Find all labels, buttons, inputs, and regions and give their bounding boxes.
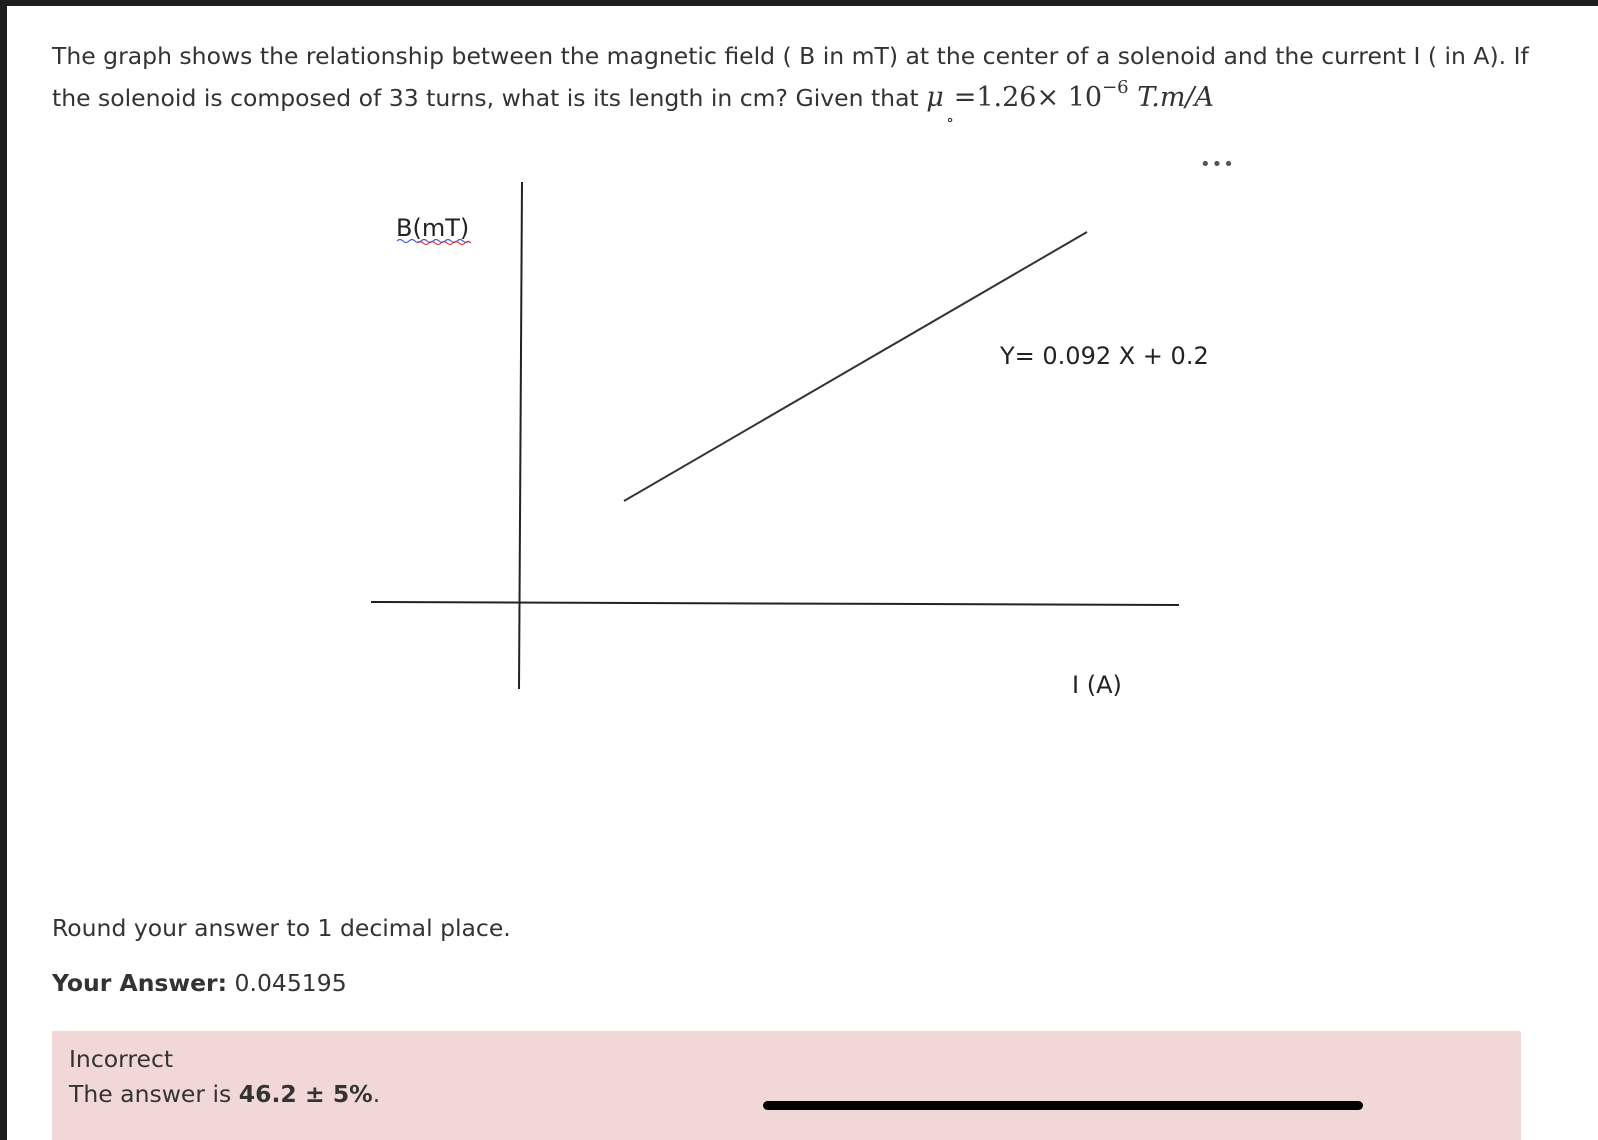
feedback-box [52, 1031, 1521, 1140]
correct-answer [69, 1080, 380, 1108]
correct-answer-prefix: The answer is [69, 1080, 239, 1108]
rounding-instruction: Round your answer to 1 decimal place. [52, 914, 511, 942]
question-body: The graph shows the relationship between the magnetic field ( B in mT) at the center of a solenoid and the current I ( in A). If the solenoid is composed of 33 turns, what is its length in cm? Given that [52, 42, 1529, 112]
home-indicator[interactable] [763, 1101, 1363, 1110]
correct-answer-suffix: . [372, 1080, 381, 1108]
mu-symbol: μ ∘ [926, 77, 944, 119]
equation-label: Y= 0.092 X + 0.2 [1000, 342, 1209, 370]
your-answer [52, 969, 347, 997]
mu-subscript: ∘ [946, 110, 955, 129]
x-axis-label: I (A) [1072, 671, 1122, 699]
correct-answer-value: 46.2 ± 5% [238, 1080, 373, 1108]
formula-value: =1.26× 10 [953, 82, 1103, 113]
your-answer-label: Your Answer: [52, 969, 228, 997]
feedback-status: Incorrect [69, 1045, 174, 1073]
your-answer-value: 0.045195 [234, 969, 347, 997]
more-horizontal-icon[interactable]: ••• [1200, 154, 1235, 175]
y-axis-label: B(mT) [396, 214, 470, 242]
x-axis [371, 602, 1179, 605]
graph-image [7, 6, 1598, 906]
question-page [7, 6, 1598, 1140]
formula-units: T.m/A [1137, 82, 1215, 113]
y-axis [519, 182, 522, 689]
formula-exponent: −6 [1102, 77, 1129, 98]
